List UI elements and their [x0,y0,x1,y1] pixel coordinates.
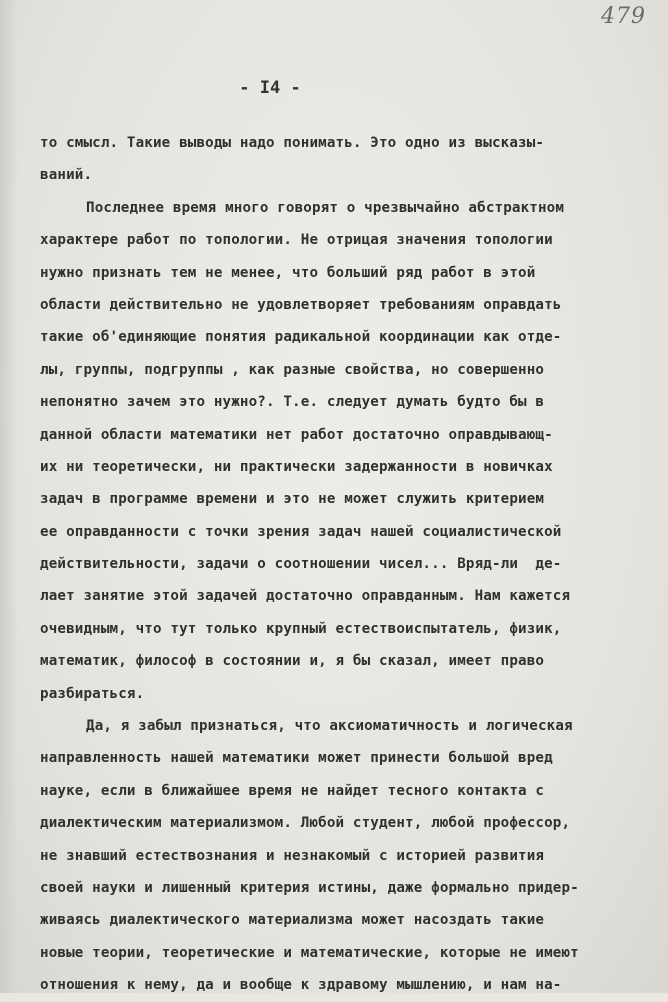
text-line: математик, философ в состоянии и, я бы сказал, имеет право [40,653,545,670]
text-line: области действительно не удовлетворяет требованиям оправдать [40,296,562,313]
text-line: характере работ по топологии. Не отрицая значения топологии [40,232,553,249]
text-line: лает занятие этой задачей достаточно оправданным. Нам кажется [40,588,571,605]
text-line: новые теории, теоретические и математические, которые не имеют [40,944,579,961]
text-line: их ни теоретически, ни практически задержанности в новичках [40,458,553,475]
archive-page-number: 479 [601,4,646,29]
text-line: отношения к нему, да и вообще к здравому мышлению, и нам на- [40,977,562,994]
text-line: очевидным, что тут только крупный естествоиспытатель, физик, [40,620,562,637]
text-line: лы, группы, подгруппы , как разные свойства, но совершенно [40,361,545,378]
text-line: ее оправданности с точки зрения задач нашей социалистической [40,523,562,540]
text-line: Да, я забыл признаться, что аксиоматичность и логическая [86,718,573,735]
typewritten-body [40,127,660,1002]
text-line: диалектическим материализмом. Любой студент, любой профессор, [40,815,571,832]
text-line: направленность нашей математики может принести большой вред [40,750,553,767]
text-line: такие об'единяющие понятия радикальной координации как отде- [40,329,562,346]
text-line: действительности, задачи о соотношении чисел... Вряд-ли де- [40,556,562,573]
text-line: живаясь диалектического материализма может насоздать такие [40,912,545,929]
page-number: - I4 - [239,78,301,98]
text-line: ваний. [40,167,93,184]
text-line: своей науки и лишенный критерия истины, даже формально придер- [40,879,579,896]
text-line: Последнее время много говорят о чрезвычайно абстрактном [86,199,565,216]
scan-edge-shadow [0,0,18,993]
text-line: науке, если в ближайшее время не найдет тесного контакта с [40,782,545,799]
text-line: данной области математики нет работ достаточно оправдывающ- [40,426,553,443]
text-line: задач в программе времени и это не может служить критерием [40,491,545,508]
text-line: нужно признать тем не менее, что больший ряд работ в этой [40,264,536,281]
text-line: разбираться. [40,685,145,702]
text-line: непонятно зачем это нужно?. Т.е. следует думать будто бы в [40,394,545,411]
text-line: не знавший естествознания и незнакомый с историей развития [40,847,545,864]
text-line: то смысл. Такие выводы надо понимать. Это одно из высказы- [40,135,545,151]
